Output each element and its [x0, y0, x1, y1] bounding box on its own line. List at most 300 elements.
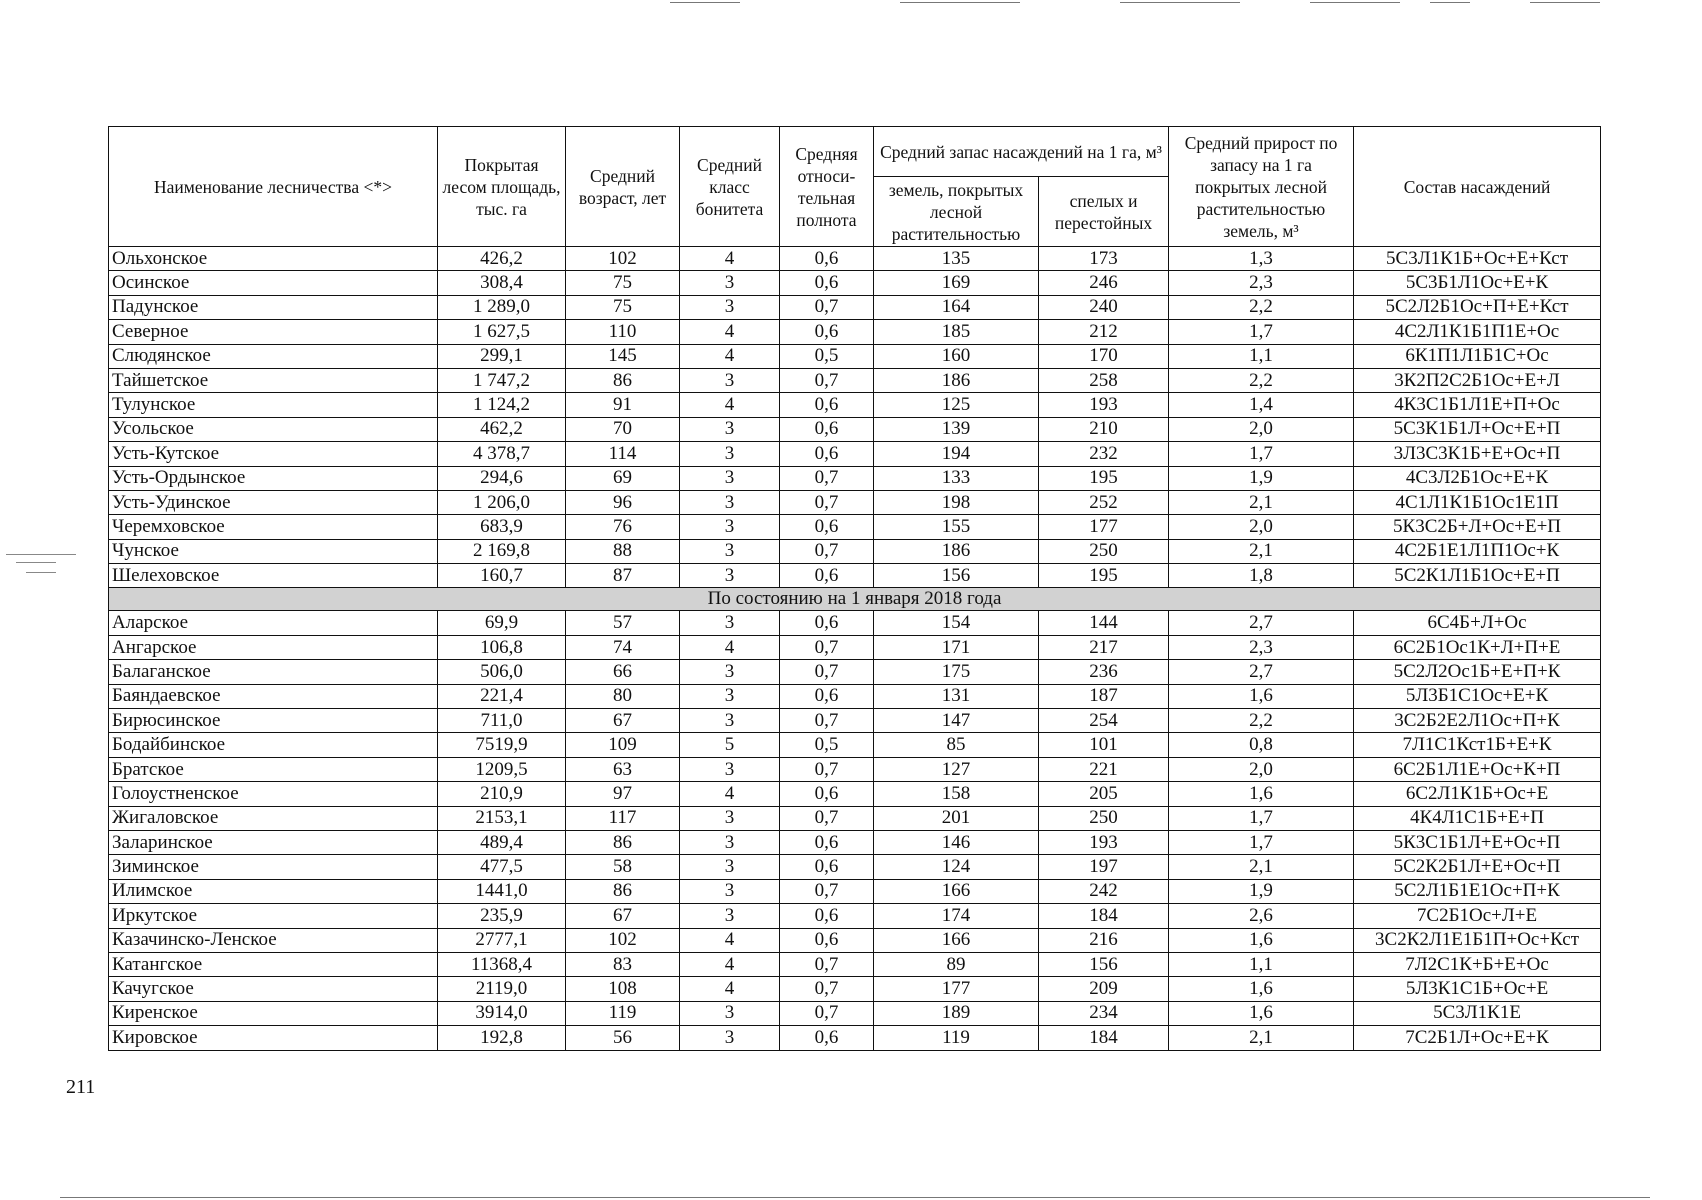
cell-stock-mature: 246	[1039, 271, 1169, 295]
cell-area: 299,1	[438, 344, 566, 368]
cell-name: Катангское	[109, 952, 438, 976]
cell-growth: 2,7	[1169, 611, 1354, 635]
cell-density: 0,7	[780, 295, 874, 319]
cell-name: Баяндаевское	[109, 684, 438, 708]
cell-composition: 4С1Л1К1Б1Ос1Е1П	[1354, 490, 1601, 514]
cell-composition: 6С2Л1К1Б+Ос+Е	[1354, 782, 1601, 806]
cell-bonitet: 3	[680, 539, 780, 563]
cell-stock-mature: 195	[1039, 466, 1169, 490]
cell-growth: 2,7	[1169, 660, 1354, 684]
scan-artifact-top	[1310, 2, 1400, 3]
cell-composition: 6К1П1Л1Б1С+Ос	[1354, 344, 1601, 368]
forestry-table	[108, 126, 1601, 1051]
cell-stock-forest: 133	[874, 466, 1039, 490]
cell-growth: 2,3	[1169, 271, 1354, 295]
cell-bonitet: 3	[680, 564, 780, 588]
cell-growth: 1,7	[1169, 442, 1354, 466]
cell-stock-forest: 139	[874, 417, 1039, 441]
cell-bonitet: 3	[680, 660, 780, 684]
cell-stock-forest: 125	[874, 393, 1039, 417]
cell-stock-forest: 189	[874, 1001, 1039, 1025]
cell-growth: 1,9	[1169, 466, 1354, 490]
cell-bonitet: 4	[680, 635, 780, 659]
cell-stock-forest: 155	[874, 515, 1039, 539]
cell-composition: 7С2Б1Л+Ос+Е+К	[1354, 1026, 1601, 1050]
cell-name: Илимское	[109, 879, 438, 903]
cell-name: Шелеховское	[109, 564, 438, 588]
table-row	[109, 684, 1601, 708]
table-row	[109, 830, 1601, 854]
cell-density: 0,6	[780, 684, 874, 708]
cell-stock-mature: 184	[1039, 1026, 1169, 1050]
cell-stock-mature: 187	[1039, 684, 1169, 708]
cell-age: 69	[566, 466, 680, 490]
cell-composition: 6С2Б1Л1Е+Ос+К+П	[1354, 757, 1601, 781]
cell-area: 711,0	[438, 709, 566, 733]
cell-name: Аларское	[109, 611, 438, 635]
cell-stock-mature: 209	[1039, 977, 1169, 1001]
cell-stock-forest: 194	[874, 442, 1039, 466]
cell-growth: 2,0	[1169, 757, 1354, 781]
cell-stock-mature: 156	[1039, 952, 1169, 976]
cell-name: Осинское	[109, 271, 438, 295]
cell-density: 0,6	[780, 928, 874, 952]
cell-name: Ангарское	[109, 635, 438, 659]
cell-stock-mature: 221	[1039, 757, 1169, 781]
cell-density: 0,7	[780, 879, 874, 903]
cell-density: 0,6	[780, 393, 874, 417]
cell-stock-forest: 131	[874, 684, 1039, 708]
table-row	[109, 515, 1601, 539]
cell-stock-mature: 236	[1039, 660, 1169, 684]
cell-density: 0,6	[780, 904, 874, 928]
cell-stock-mature: 170	[1039, 344, 1169, 368]
cell-growth: 2,1	[1169, 855, 1354, 879]
header-stock-mature: спелых и перестойных	[1039, 177, 1169, 247]
cell-bonitet: 4	[680, 344, 780, 368]
cell-stock-forest: 147	[874, 709, 1039, 733]
header-bonitet: Средний класс бонитета	[680, 127, 780, 247]
cell-bonitet: 3	[680, 1026, 780, 1050]
cell-growth: 1,8	[1169, 564, 1354, 588]
cell-composition: 5С2Л2Б1Ос+П+Е+Кст	[1354, 295, 1601, 319]
scan-artifact-top	[1430, 2, 1470, 3]
cell-stock-mature: 193	[1039, 830, 1169, 854]
scan-artifact-top	[1530, 2, 1600, 3]
cell-growth: 2,3	[1169, 635, 1354, 659]
cell-growth: 2,2	[1169, 295, 1354, 319]
cell-growth: 0,8	[1169, 733, 1354, 757]
cell-age: 57	[566, 611, 680, 635]
cell-stock-forest: 198	[874, 490, 1039, 514]
table-row	[109, 733, 1601, 757]
cell-age: 117	[566, 806, 680, 830]
cell-area: 1 747,2	[438, 368, 566, 392]
cell-stock-forest: 89	[874, 952, 1039, 976]
cell-stock-mature: 232	[1039, 442, 1169, 466]
cell-stock-mature: 101	[1039, 733, 1169, 757]
cell-area: 506,0	[438, 660, 566, 684]
cell-name: Северное	[109, 320, 438, 344]
cell-bonitet: 4	[680, 247, 780, 271]
table-row	[109, 368, 1601, 392]
cell-bonitet: 3	[680, 1001, 780, 1025]
cell-bonitet: 4	[680, 977, 780, 1001]
cell-age: 87	[566, 564, 680, 588]
cell-name: Кировское	[109, 1026, 438, 1050]
cell-density: 0,7	[780, 757, 874, 781]
cell-age: 96	[566, 490, 680, 514]
cell-age: 80	[566, 684, 680, 708]
cell-age: 75	[566, 295, 680, 319]
table-row	[109, 635, 1601, 659]
cell-area: 1441,0	[438, 879, 566, 903]
cell-growth: 1,6	[1169, 1001, 1354, 1025]
cell-stock-forest: 160	[874, 344, 1039, 368]
cell-density: 0,6	[780, 830, 874, 854]
cell-stock-mature: 234	[1039, 1001, 1169, 1025]
cell-growth: 1,4	[1169, 393, 1354, 417]
section-label: По состоянию на 1 января 2018 года	[109, 588, 1601, 611]
cell-name: Зиминское	[109, 855, 438, 879]
table-row	[109, 611, 1601, 635]
cell-age: 86	[566, 879, 680, 903]
cell-density: 0,5	[780, 733, 874, 757]
cell-stock-forest: 171	[874, 635, 1039, 659]
cell-stock-forest: 119	[874, 1026, 1039, 1050]
cell-density: 0,7	[780, 977, 874, 1001]
cell-density: 0,6	[780, 782, 874, 806]
cell-growth: 2,0	[1169, 417, 1354, 441]
cell-stock-mature: 258	[1039, 368, 1169, 392]
cell-stock-mature: 197	[1039, 855, 1169, 879]
cell-density: 0,6	[780, 442, 874, 466]
cell-stock-forest: 169	[874, 271, 1039, 295]
cell-age: 109	[566, 733, 680, 757]
cell-name: Усть-Ордынское	[109, 466, 438, 490]
cell-bonitet: 3	[680, 855, 780, 879]
cell-name: Чунское	[109, 539, 438, 563]
cell-stock-mature: 193	[1039, 393, 1169, 417]
cell-growth: 2,1	[1169, 539, 1354, 563]
cell-age: 76	[566, 515, 680, 539]
cell-composition: 5С3Л1К1Б+Ос+Е+Кст	[1354, 247, 1601, 271]
cell-growth: 1,9	[1169, 879, 1354, 903]
cell-area: 1 206,0	[438, 490, 566, 514]
table-row	[109, 320, 1601, 344]
cell-area: 221,4	[438, 684, 566, 708]
cell-density: 0,7	[780, 466, 874, 490]
table-row	[109, 417, 1601, 441]
cell-stock-forest: 135	[874, 247, 1039, 271]
cell-area: 1 289,0	[438, 295, 566, 319]
header-area: Покрытая лесом площадь, тыс. га	[438, 127, 566, 247]
cell-composition: 5К3С2Б+Л+Ос+Е+П	[1354, 515, 1601, 539]
cell-name: Ольхонское	[109, 247, 438, 271]
cell-age: 63	[566, 757, 680, 781]
cell-density: 0,7	[780, 368, 874, 392]
cell-stock-mature: 177	[1039, 515, 1169, 539]
table-row	[109, 247, 1601, 271]
cell-name: Братское	[109, 757, 438, 781]
table-row	[109, 393, 1601, 417]
cell-composition: 4С2Л1К1Б1П1Е+Ос	[1354, 320, 1601, 344]
cell-name: Бодайбинское	[109, 733, 438, 757]
cell-stock-mature: 212	[1039, 320, 1169, 344]
cell-stock-mature: 250	[1039, 539, 1169, 563]
cell-name: Голоустненское	[109, 782, 438, 806]
cell-density: 0,7	[780, 490, 874, 514]
cell-bonitet: 4	[680, 952, 780, 976]
cell-name: Черемховское	[109, 515, 438, 539]
cell-stock-forest: 146	[874, 830, 1039, 854]
cell-area: 2777,1	[438, 928, 566, 952]
cell-area: 1 124,2	[438, 393, 566, 417]
scan-artifact-bottom	[60, 1197, 1650, 1198]
cell-composition: 4К4Л1С1Б+Е+П	[1354, 806, 1601, 830]
cell-growth: 1,7	[1169, 830, 1354, 854]
cell-area: 308,4	[438, 271, 566, 295]
header-stock-forest: земель, покрытых лесной растительностью	[874, 177, 1039, 247]
cell-stock-forest: 166	[874, 879, 1039, 903]
header-age: Средний возраст, лет	[566, 127, 680, 247]
page-number: 211	[66, 1076, 96, 1098]
cell-age: 83	[566, 952, 680, 976]
cell-age: 58	[566, 855, 680, 879]
cell-bonitet: 3	[680, 295, 780, 319]
cell-bonitet: 4	[680, 782, 780, 806]
table-row	[109, 539, 1601, 563]
table-row	[109, 709, 1601, 733]
cell-density: 0,6	[780, 564, 874, 588]
table-row	[109, 757, 1601, 781]
cell-area: 69,9	[438, 611, 566, 635]
cell-name: Жигаловское	[109, 806, 438, 830]
table-row	[109, 952, 1601, 976]
cell-bonitet: 3	[680, 442, 780, 466]
scan-artifact-top	[670, 2, 740, 3]
cell-stock-forest: 158	[874, 782, 1039, 806]
cell-density: 0,6	[780, 247, 874, 271]
cell-age: 108	[566, 977, 680, 1001]
cell-density: 0,6	[780, 1026, 874, 1050]
cell-bonitet: 3	[680, 709, 780, 733]
cell-stock-forest: 156	[874, 564, 1039, 588]
cell-composition: 7Л2С1К+Б+Е+Ос	[1354, 952, 1601, 976]
cell-age: 56	[566, 1026, 680, 1050]
cell-density: 0,7	[780, 709, 874, 733]
cell-bonitet: 4	[680, 320, 780, 344]
cell-name: Киренское	[109, 1001, 438, 1025]
cell-composition: 5Л3Б1С1Ос+Е+К	[1354, 684, 1601, 708]
cell-area: 235,9	[438, 904, 566, 928]
cell-growth: 1,7	[1169, 320, 1354, 344]
cell-composition: 5С2К2Б1Л+Е+Ос+П	[1354, 855, 1601, 879]
cell-stock-forest: 154	[874, 611, 1039, 635]
cell-age: 119	[566, 1001, 680, 1025]
cell-density: 0,6	[780, 271, 874, 295]
cell-area: 2153,1	[438, 806, 566, 830]
cell-name: Качугское	[109, 977, 438, 1001]
cell-area: 2 169,8	[438, 539, 566, 563]
cell-area: 426,2	[438, 247, 566, 271]
table-row	[109, 879, 1601, 903]
table-row	[109, 344, 1601, 368]
cell-age: 67	[566, 904, 680, 928]
cell-density: 0,7	[780, 952, 874, 976]
cell-density: 0,6	[780, 855, 874, 879]
cell-name: Усть-Кутское	[109, 442, 438, 466]
cell-composition: 5К3С1Б1Л+Е+Ос+П	[1354, 830, 1601, 854]
cell-area: 192,8	[438, 1026, 566, 1050]
table-row	[109, 466, 1601, 490]
cell-composition: 6С2Б1Ос1К+Л+П+Е	[1354, 635, 1601, 659]
cell-bonitet: 3	[680, 368, 780, 392]
cell-stock-forest: 185	[874, 320, 1039, 344]
table-row	[109, 806, 1601, 830]
cell-stock-mature: 252	[1039, 490, 1169, 514]
table-row	[109, 1001, 1601, 1025]
cell-growth: 2,2	[1169, 368, 1354, 392]
cell-area: 3914,0	[438, 1001, 566, 1025]
cell-composition: 5С2Л2Ос1Б+Е+П+К	[1354, 660, 1601, 684]
cell-growth: 1,1	[1169, 952, 1354, 976]
cell-growth: 1,6	[1169, 977, 1354, 1001]
cell-age: 145	[566, 344, 680, 368]
cell-composition: 5С3К1Б1Л+Ос+Е+П	[1354, 417, 1601, 441]
cell-composition: 5С3Б1Л1Ос+Е+К	[1354, 271, 1601, 295]
cell-stock-forest: 186	[874, 368, 1039, 392]
cell-stock-mature: 205	[1039, 782, 1169, 806]
cell-growth: 2,6	[1169, 904, 1354, 928]
cell-density: 0,7	[780, 660, 874, 684]
table-row	[109, 904, 1601, 928]
scan-artifact-top	[1120, 2, 1240, 3]
cell-age: 74	[566, 635, 680, 659]
cell-stock-forest: 175	[874, 660, 1039, 684]
header-density: Средняя относи-тельная полнота	[780, 127, 874, 247]
cell-area: 4 378,7	[438, 442, 566, 466]
cell-area: 1 627,5	[438, 320, 566, 344]
cell-growth: 2,1	[1169, 490, 1354, 514]
cell-composition: 3Л3С3К1Б+Е+Ос+П	[1354, 442, 1601, 466]
table-row	[109, 660, 1601, 684]
cell-name: Казачинско-Ленское	[109, 928, 438, 952]
cell-stock-forest: 177	[874, 977, 1039, 1001]
cell-age: 66	[566, 660, 680, 684]
cell-composition: 4К3С1Б1Л1Е+П+Ос	[1354, 393, 1601, 417]
scan-artifact-top	[900, 2, 1020, 3]
cell-composition: 5С2К1Л1Б1Ос+Е+П	[1354, 564, 1601, 588]
cell-growth: 1,6	[1169, 928, 1354, 952]
cell-bonitet: 3	[680, 490, 780, 514]
table-row	[109, 442, 1601, 466]
cell-age: 70	[566, 417, 680, 441]
cell-stock-forest: 186	[874, 539, 1039, 563]
cell-composition: 4С2Б1Е1Л1П1Ос+К	[1354, 539, 1601, 563]
cell-name: Тайшетское	[109, 368, 438, 392]
cell-bonitet: 3	[680, 904, 780, 928]
cell-bonitet: 3	[680, 466, 780, 490]
cell-stock-mature: 210	[1039, 417, 1169, 441]
cell-stock-mature: 250	[1039, 806, 1169, 830]
cell-name: Заларинское	[109, 830, 438, 854]
cell-area: 2119,0	[438, 977, 566, 1001]
cell-age: 91	[566, 393, 680, 417]
cell-area: 489,4	[438, 830, 566, 854]
cell-age: 75	[566, 271, 680, 295]
cell-area: 294,6	[438, 466, 566, 490]
cell-density: 0,7	[780, 1001, 874, 1025]
cell-stock-mature: 254	[1039, 709, 1169, 733]
cell-age: 102	[566, 928, 680, 952]
cell-bonitet: 4	[680, 928, 780, 952]
table-row	[109, 564, 1601, 588]
cell-name: Тулунское	[109, 393, 438, 417]
cell-area: 7519,9	[438, 733, 566, 757]
table-row	[109, 271, 1601, 295]
cell-stock-mature: 242	[1039, 879, 1169, 903]
cell-density: 0,6	[780, 320, 874, 344]
cell-area: 477,5	[438, 855, 566, 879]
cell-name: Иркутское	[109, 904, 438, 928]
cell-density: 0,6	[780, 515, 874, 539]
cell-growth: 1,3	[1169, 247, 1354, 271]
cell-composition: 7С2Б1Ос+Л+Е	[1354, 904, 1601, 928]
cell-stock-forest: 166	[874, 928, 1039, 952]
cell-stock-forest: 127	[874, 757, 1039, 781]
cell-composition: 5С2Л1Б1Е1Ос+П+К	[1354, 879, 1601, 903]
header-growth: Средний прирост по запасу на 1 га покрытых лесной растительностью земель, м³	[1169, 127, 1354, 247]
cell-composition: 3С2К2Л1Е1Б1П+Ос+Кст	[1354, 928, 1601, 952]
cell-stock-mature: 195	[1039, 564, 1169, 588]
cell-bonitet: 3	[680, 271, 780, 295]
cell-area: 683,9	[438, 515, 566, 539]
cell-stock-mature: 240	[1039, 295, 1169, 319]
cell-stock-forest: 124	[874, 855, 1039, 879]
cell-name: Усть-Удинское	[109, 490, 438, 514]
cell-density: 0,5	[780, 344, 874, 368]
cell-area: 106,8	[438, 635, 566, 659]
cell-age: 114	[566, 442, 680, 466]
cell-density: 0,6	[780, 611, 874, 635]
cell-bonitet: 3	[680, 879, 780, 903]
cell-stock-mature: 144	[1039, 611, 1169, 635]
cell-age: 88	[566, 539, 680, 563]
cell-area: 11368,4	[438, 952, 566, 976]
cell-composition: 5С3Л1К1Е	[1354, 1001, 1601, 1025]
cell-age: 102	[566, 247, 680, 271]
cell-name: Балаганское	[109, 660, 438, 684]
cell-bonitet: 3	[680, 515, 780, 539]
cell-area: 210,9	[438, 782, 566, 806]
cell-density: 0,7	[780, 539, 874, 563]
cell-stock-mature: 184	[1039, 904, 1169, 928]
table-row	[109, 1026, 1601, 1050]
cell-area: 1209,5	[438, 757, 566, 781]
margin-stamp-mark	[6, 548, 86, 578]
cell-stock-forest: 201	[874, 806, 1039, 830]
cell-stock-forest: 85	[874, 733, 1039, 757]
cell-growth: 1,1	[1169, 344, 1354, 368]
cell-stock-mature: 173	[1039, 247, 1169, 271]
cell-stock-mature: 217	[1039, 635, 1169, 659]
table-row	[109, 782, 1601, 806]
header-name: Наименование лесничества <*>	[109, 127, 438, 247]
cell-age: 67	[566, 709, 680, 733]
cell-bonitet: 3	[680, 684, 780, 708]
cell-composition: 6С4Б+Л+Ос	[1354, 611, 1601, 635]
